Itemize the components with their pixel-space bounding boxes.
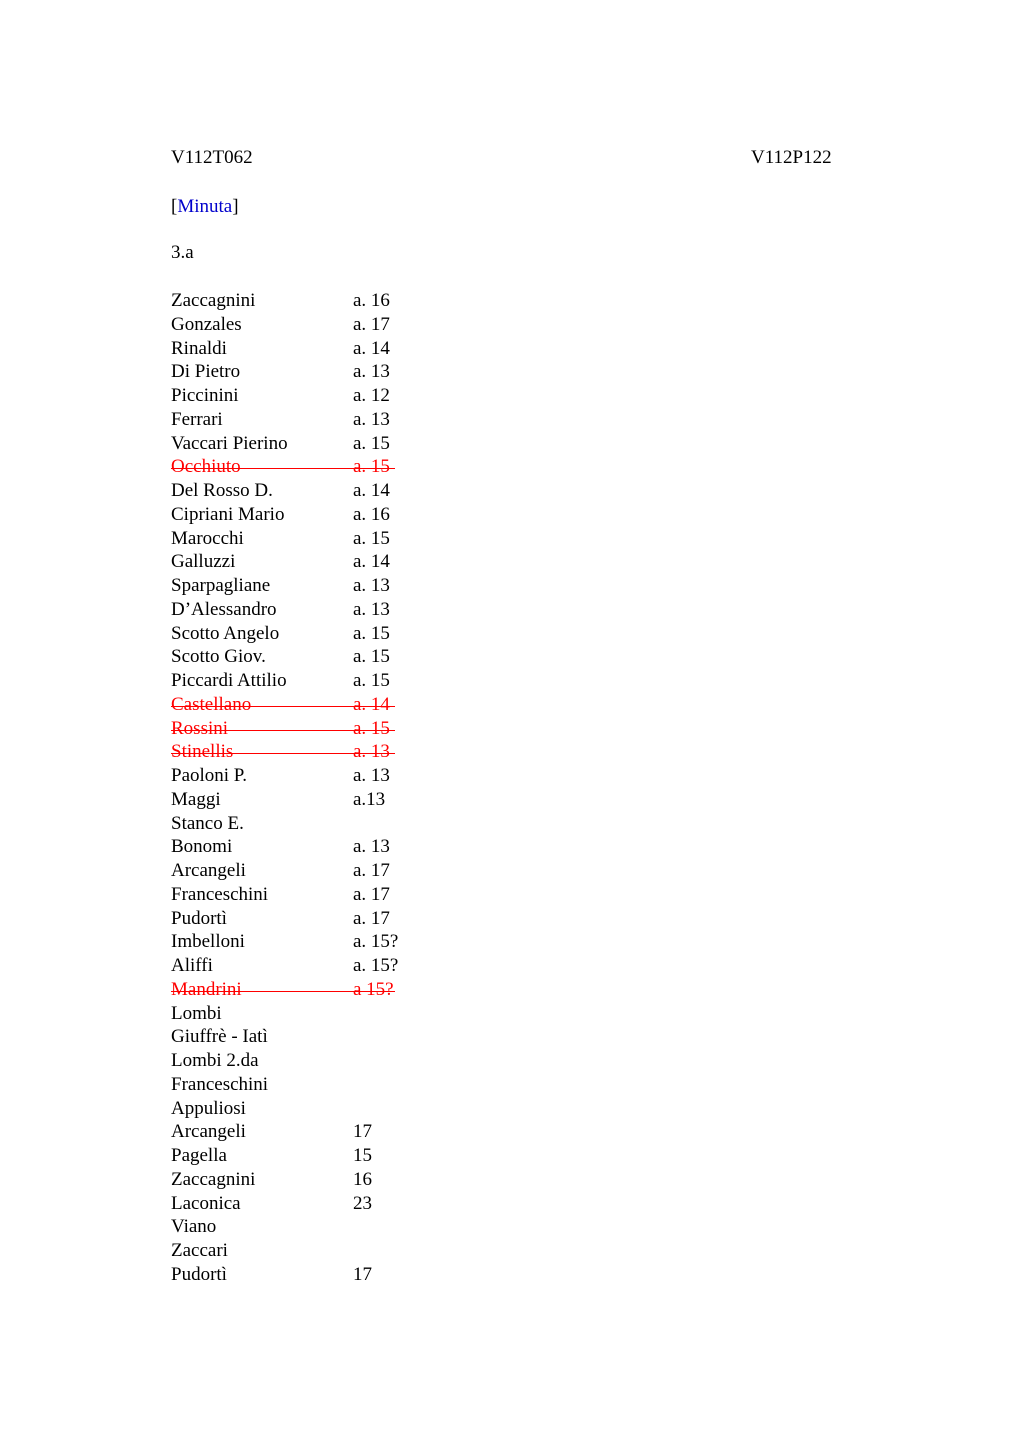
- roster-name: Galluzzi: [171, 551, 236, 573]
- roster-name: Aliffi: [171, 955, 213, 976]
- roster-row: [171, 479, 431, 503]
- strikethrough-line: [171, 730, 395, 731]
- roster-name: Bonomi: [171, 836, 233, 858]
- roster-row: [171, 907, 431, 931]
- strikethrough-line: [171, 753, 395, 754]
- roster-name: Del Rosso D.: [171, 480, 273, 501]
- roster-name: Laconica: [171, 1192, 241, 1214]
- roster-age: a. 17: [353, 907, 390, 929]
- roster-age: 17: [353, 1121, 372, 1143]
- roster-row: [171, 669, 431, 693]
- roster-age: a.13: [353, 788, 386, 810]
- roster-row: [171, 313, 431, 337]
- roster-row: [171, 1120, 431, 1144]
- roster-row: [171, 408, 431, 432]
- roster-age: a. 15: [353, 622, 390, 644]
- roster-age: a. 13: [353, 598, 390, 620]
- roster-row-struck: [171, 978, 431, 1002]
- roster-name: Scotto Giov.: [171, 646, 266, 668]
- roster-name: Marocchi: [171, 527, 244, 549]
- roster-age: a. 15: [353, 717, 390, 739]
- roster-age: a. 16: [353, 503, 390, 525]
- roster-age: a. 14: [353, 337, 390, 359]
- roster-name: D’Alessandro: [171, 598, 277, 620]
- roster-row: [171, 1097, 431, 1121]
- document-code-right: V112P122: [751, 147, 832, 168]
- roster-row: [171, 812, 431, 836]
- roster-row: [171, 337, 431, 361]
- roster-age: 23: [353, 1192, 372, 1214]
- roster-age: a. 15: [353, 456, 390, 478]
- roster-row: [171, 1144, 431, 1168]
- roster-age: 16: [353, 1168, 372, 1190]
- minuta-note: [171, 195, 239, 219]
- roster-age: 15: [353, 1145, 372, 1166]
- roster-age: a. 15: [353, 432, 390, 454]
- roster-row: [171, 645, 431, 669]
- roster-row-struck: [171, 693, 431, 717]
- strikethrough-line: [171, 468, 395, 469]
- roster-name: Arcangeli: [171, 860, 246, 881]
- roster-row: [171, 764, 431, 788]
- roster-row: [171, 384, 431, 408]
- roster-name: Zaccari: [171, 1240, 228, 1261]
- strikethrough-line: [171, 706, 395, 707]
- roster-age: a. 14: [353, 693, 390, 715]
- roster-name: Pudortì: [171, 1263, 227, 1285]
- roster-age: a. 14: [353, 551, 390, 573]
- roster-row-struck: [171, 717, 431, 741]
- roster-name: Paoloni P.: [171, 765, 248, 786]
- roster-age: a. 13: [353, 408, 390, 430]
- roster-row: [171, 622, 431, 646]
- roster-list: [171, 289, 431, 1287]
- roster-row: [171, 954, 431, 978]
- roster-name: Piccardi Attilio: [171, 670, 287, 691]
- roster-row: [171, 788, 431, 812]
- roster-age: a. 12: [353, 385, 390, 406]
- roster-row: [171, 503, 431, 527]
- roster-name: Vaccari Pierino: [171, 432, 288, 454]
- roster-age: a. 17: [353, 860, 390, 881]
- roster-row: [171, 574, 431, 598]
- roster-name: Gonzales: [171, 313, 242, 335]
- roster-name: Zaccagnini: [171, 1168, 256, 1190]
- roster-name: Mandrini: [171, 978, 242, 1000]
- roster-age: a. 14: [353, 480, 390, 501]
- roster-name: Viano: [171, 1216, 217, 1238]
- roster-name: Rinaldi: [171, 337, 227, 359]
- roster-name: Stanco E.: [171, 812, 244, 834]
- roster-age: a. 13: [353, 361, 390, 383]
- roster-age: a 15?: [353, 978, 394, 1000]
- roster-name: Franceschini: [171, 883, 269, 905]
- roster-row: [171, 1168, 431, 1192]
- roster-row: [171, 1192, 431, 1216]
- roster-row: [171, 360, 431, 384]
- roster-age: a. 13: [353, 575, 390, 596]
- roster-row: [171, 1049, 431, 1073]
- roster-age: a. 17: [353, 883, 390, 905]
- roster-row-struck: [171, 740, 431, 764]
- roster-row: [171, 1025, 431, 1049]
- roster-name: Giuffrè - Iatì: [171, 1026, 268, 1048]
- roster-age: a. 13: [353, 836, 390, 858]
- minuta-close-bracket: ]: [232, 196, 239, 217]
- roster-name: Lombi 2.da: [171, 1050, 259, 1071]
- roster-row: [171, 1073, 431, 1097]
- document-code-left: V112T062: [171, 147, 253, 168]
- roster-age: a. 13: [353, 765, 390, 786]
- roster-row: [171, 1215, 431, 1239]
- roster-name: Ferrari: [171, 408, 223, 430]
- strikethrough-line: [171, 991, 395, 992]
- roster-row: [171, 527, 431, 551]
- roster-name: Pudortì: [171, 907, 227, 929]
- roster-name: Imbelloni: [171, 931, 245, 953]
- roster-name: Zaccagnini: [171, 290, 256, 311]
- roster-name: Appuliosi: [171, 1097, 246, 1119]
- roster-row: [171, 432, 431, 456]
- roster-name: Piccinini: [171, 385, 239, 406]
- roster-name: Rossini: [171, 717, 229, 739]
- roster-name: Arcangeli: [171, 1121, 246, 1143]
- roster-name: Lombi: [171, 1002, 222, 1024]
- roster-age: a. 15?: [353, 955, 399, 976]
- roster-name: Franceschini: [171, 1073, 269, 1095]
- roster-row: [171, 550, 431, 574]
- roster-name: Cipriani Mario: [171, 503, 285, 525]
- roster-name: Castellano: [171, 693, 252, 715]
- roster-row-struck: [171, 455, 431, 479]
- minuta-open-bracket: [: [171, 196, 178, 217]
- roster-name: Occhiuto: [171, 456, 241, 478]
- roster-name: Sparpagliane: [171, 575, 271, 596]
- roster-name: Stinellis: [171, 741, 234, 763]
- roster-age: a. 16: [353, 290, 390, 311]
- roster-age: a. 15: [353, 527, 390, 549]
- roster-row: [171, 289, 431, 313]
- roster-row: [171, 1263, 431, 1287]
- roster-age: a. 15?: [353, 931, 399, 953]
- roster-row: [171, 859, 431, 883]
- minuta-link[interactable]: Minuta: [177, 196, 233, 217]
- roster-age: a. 15: [353, 670, 390, 691]
- roster-name: Maggi: [171, 788, 221, 810]
- roster-row: [171, 1239, 431, 1263]
- roster-name: Scotto Angelo: [171, 622, 280, 644]
- roster-row: [171, 883, 431, 907]
- roster-age: a. 15: [353, 646, 390, 668]
- roster-row: [171, 930, 431, 954]
- roster-row: [171, 835, 431, 859]
- roster-age: a. 13: [353, 741, 390, 763]
- roster-name: Di Pietro: [171, 361, 241, 383]
- roster-row: [171, 1002, 431, 1026]
- roster-age: a. 17: [353, 313, 390, 335]
- roster-row: [171, 598, 431, 622]
- section-label: 3.a: [171, 242, 194, 263]
- roster-age: 17: [353, 1263, 372, 1285]
- roster-name: Pagella: [171, 1145, 227, 1166]
